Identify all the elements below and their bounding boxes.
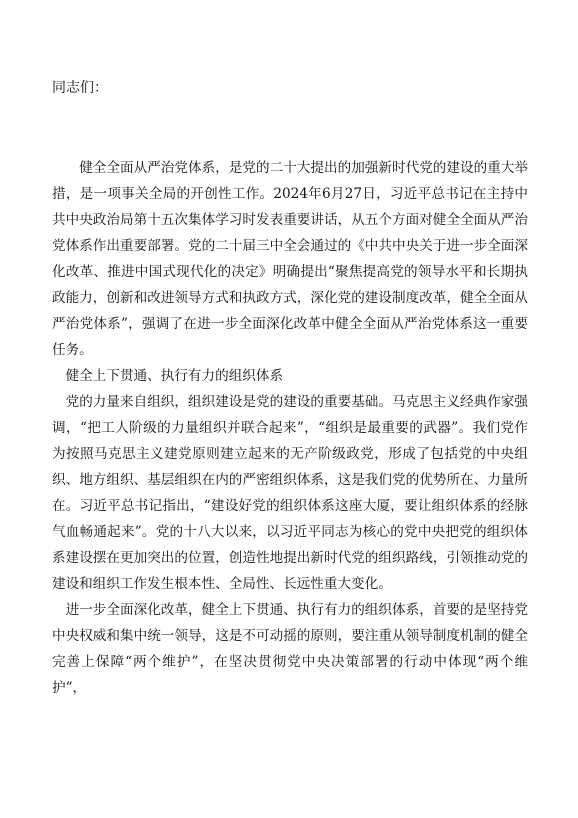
section-heading: 健全上下贯通、执行有力的组织体系 [65, 368, 284, 384]
salutation: 同志们： [52, 80, 108, 96]
section-paragraph-2: 进一步全面深化改革，健全上下贯通、执行有力的组织体系，首要的是坚持党中央权威和集中统一领导，这是不可动摇的原则，要注重从领导制度机制的健全完善上保障“两个维护”，在坚决贯彻党中央决策部署的行动中体现“两个维护”， [52, 602, 528, 696]
intro-paragraph: 健全全面从严治党体系，是党的二十大提出的加强新时代党的建设的重大举措，是一项事关全局的开创性工作。2024年6月27日，习近平总书记在主持中共中央政治局第十五次集体学习时发表重要讲话，从五个方面对健全全面从严治党体系作出重要部署。党的二十届三中全会通过的《中共中央关于进一步全面深化改革、推进中国式现代化的决定》明确提出“聚焦提高党的领导水平和长期执政能力，创新和改进领导方式和执政方式，深化党的建设制度改革，健全全面从严治党体系”，强调了在进一步全面深化改革中健全全面从严治党体系这一重要任务。 [52, 160, 528, 358]
document-body [52, 155, 528, 701]
section-paragraph-1: 党的力量来自组织，组织建设是党的建设的重要基础。马克思主义经典作家强调，“把工人阶级的力量组织并联合起来”，“组织是最重要的武器”。我们党作为按照马克思主义建党原则建立起来的无产阶级政党，形成了包括党的中央组织、地方组织、基层组织在内的严密组织体系，这是我们党的优势所在、力量所在。习近平总书记指出，“建设好党的组织体系这座大厦，要让组织体系的经脉气血畅通起来”。党的十八大以来，以习近平同志为核心的党中央把党的组织体系建设摆在更加突出的位置，创造性地提出新时代党的组织路线，引领推动党的建设和组织工作发生根本性、全局性、长远性重大变化。 [52, 394, 528, 592]
